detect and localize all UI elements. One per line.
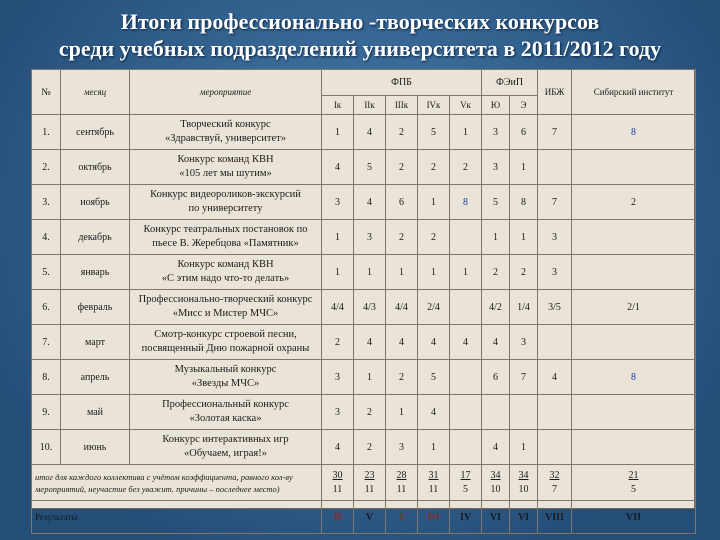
header-number: № — [32, 70, 61, 115]
total-cell — [418, 465, 450, 501]
score-cell: 3 — [538, 255, 572, 290]
total-bottom: 11 — [428, 483, 439, 495]
event-line: Конкурс видеороликов-экскурсий — [150, 189, 301, 200]
score-cell: 3 — [538, 220, 572, 255]
score-cell: 2 — [322, 325, 354, 360]
score-cell: 2 — [572, 185, 696, 220]
score-cell: 1 — [510, 430, 538, 465]
event-line: Конкурс интерактивных игр — [162, 434, 289, 445]
score-cell: 5 — [418, 360, 450, 395]
score-cell: 2 — [482, 255, 510, 290]
total-bottom: 7 — [552, 483, 558, 495]
score-cell — [572, 325, 696, 360]
total-cell — [386, 465, 418, 501]
header-siberian: Сибирский институт — [572, 70, 696, 115]
row-number: 8. — [32, 360, 61, 395]
total-cell — [538, 465, 572, 501]
score-cell: 3/5 — [538, 290, 572, 325]
score-cell: 3 — [354, 220, 386, 255]
table-row — [32, 150, 696, 185]
score-cell: 2 — [386, 220, 418, 255]
row-event — [130, 115, 322, 150]
score-cell: 4 — [418, 325, 450, 360]
score-cell: 4 — [354, 185, 386, 220]
slide-title — [0, 8, 720, 62]
score-cell: 1 — [450, 115, 482, 150]
score-cell: 1 — [510, 150, 538, 185]
header-feip: ФЭиП — [482, 70, 538, 96]
row-number: 9. — [32, 395, 61, 430]
results-label: Результаты — [32, 501, 322, 534]
score-cell: 4 — [386, 325, 418, 360]
total-cell — [482, 465, 510, 501]
score-cell: 3 — [482, 150, 510, 185]
score-cell: 1 — [418, 255, 450, 290]
score-cell: 4/2 — [482, 290, 510, 325]
score-cell: 1 — [510, 220, 538, 255]
score-cell: 4 — [354, 325, 386, 360]
score-cell: 8 — [572, 115, 696, 150]
row-number: 3. — [32, 185, 61, 220]
row-month: декабрь — [61, 220, 130, 255]
score-cell: 3 — [510, 325, 538, 360]
header-col: IIIк — [386, 96, 418, 115]
row-month: февраль — [61, 290, 130, 325]
score-cell: 2 — [354, 430, 386, 465]
score-cell: 2 — [450, 150, 482, 185]
score-cell: 4 — [418, 395, 450, 430]
event-line: Смотр-конкурс строевой песни, — [154, 329, 297, 340]
score-cell: 6 — [386, 185, 418, 220]
row-number: 2. — [32, 150, 61, 185]
score-cell — [538, 325, 572, 360]
table-row — [32, 185, 696, 220]
score-cell: 2/4 — [418, 290, 450, 325]
score-cell: 4 — [482, 325, 510, 360]
total-top: 30 — [332, 469, 343, 481]
results-row — [32, 501, 696, 534]
score-cell: 7 — [538, 185, 572, 220]
score-cell — [450, 290, 482, 325]
row-event — [130, 395, 322, 430]
title-line-2: среди учебных подразделений университета в 2011/2012 году — [58, 36, 662, 61]
score-cell: 1 — [418, 185, 450, 220]
score-cell: 2 — [386, 150, 418, 185]
score-cell: 4 — [354, 115, 386, 150]
row-event — [130, 360, 322, 395]
row-month: октябрь — [61, 150, 130, 185]
result-cell: VI — [510, 501, 538, 534]
result-cell: II — [322, 501, 354, 534]
event-line: «Мисс и Мистер МЧС» — [172, 308, 279, 319]
total-cell — [322, 465, 354, 501]
header-ibzh: ИБЖ — [538, 70, 572, 115]
score-cell — [538, 430, 572, 465]
header-col: Ю — [482, 96, 510, 115]
total-top: 23 — [364, 469, 375, 481]
header-col: IIк — [354, 96, 386, 115]
score-cell: 4/4 — [322, 290, 354, 325]
score-cell: 7 — [538, 115, 572, 150]
total-top: 17 — [460, 469, 471, 481]
score-cell — [450, 360, 482, 395]
event-line: по университету — [188, 203, 263, 214]
row-number: 4. — [32, 220, 61, 255]
score-cell: 3 — [322, 360, 354, 395]
score-cell — [572, 150, 696, 185]
title-line-1: Итоги профессионально -творческих конкурсов — [120, 9, 600, 34]
score-cell: 1 — [482, 220, 510, 255]
score-cell: 4 — [322, 430, 354, 465]
results-table — [31, 69, 696, 534]
score-cell: 7 — [510, 360, 538, 395]
result-cell: VII — [572, 501, 696, 534]
header-month: месяц — [61, 70, 130, 115]
total-bottom: 11 — [364, 483, 375, 495]
score-cell: 1 — [450, 255, 482, 290]
score-cell — [450, 430, 482, 465]
score-cell: 4 — [322, 150, 354, 185]
score-cell: 2/1 — [572, 290, 696, 325]
total-cell — [510, 465, 538, 501]
event-line: Конкурс театральных постановок по — [143, 224, 308, 235]
score-cell: 1/4 — [510, 290, 538, 325]
total-bottom: 5 — [463, 483, 468, 495]
row-month: ноябрь — [61, 185, 130, 220]
header-col: Iк — [322, 96, 354, 115]
score-cell: 5 — [418, 115, 450, 150]
score-cell — [450, 220, 482, 255]
row-month: июнь — [61, 430, 130, 465]
result-cell: I — [386, 501, 418, 534]
score-cell: 8 — [450, 185, 482, 220]
score-cell: 6 — [510, 115, 538, 150]
event-line: Конкурс команд КВН — [177, 154, 274, 165]
score-cell: 3 — [482, 115, 510, 150]
score-cell: 1 — [322, 115, 354, 150]
table-row — [32, 395, 696, 430]
event-line: посвященный Дню пожарной охраны — [141, 343, 310, 354]
score-cell: 2 — [510, 255, 538, 290]
score-cell: 8 — [572, 360, 696, 395]
score-cell: 4 — [450, 325, 482, 360]
total-cell — [450, 465, 482, 501]
event-line: пьесе В. Жеребцова «Памятник» — [152, 238, 299, 249]
table-row — [32, 290, 696, 325]
score-cell: 1 — [322, 220, 354, 255]
total-bottom: 10 — [490, 483, 501, 495]
score-cell — [538, 395, 572, 430]
event-line: Конкурс команд КВН — [177, 259, 274, 270]
row-event — [130, 290, 322, 325]
event-line: «Здравствуй, университет» — [164, 133, 287, 144]
score-cell: 2 — [354, 395, 386, 430]
score-cell: 1 — [322, 255, 354, 290]
row-event — [130, 150, 322, 185]
row-number: 10. — [32, 430, 61, 465]
total-bottom: 10 — [518, 483, 529, 495]
score-cell: 5 — [354, 150, 386, 185]
table-row — [32, 430, 696, 465]
header-fpb: ФПБ — [322, 70, 482, 96]
row-event — [130, 220, 322, 255]
score-cell: 8 — [510, 185, 538, 220]
result-cell: VIII — [538, 501, 572, 534]
result-cell: V — [354, 501, 386, 534]
total-top: 34 — [518, 469, 529, 481]
score-cell: 3 — [322, 185, 354, 220]
event-line: Музыкальный конкурс — [174, 364, 277, 375]
score-cell: 2 — [418, 150, 450, 185]
score-cell — [572, 430, 696, 465]
score-cell: 2 — [418, 220, 450, 255]
total-bottom: 5 — [631, 483, 637, 495]
event-line: «105 лет мы шутим» — [179, 168, 272, 179]
score-cell — [482, 395, 510, 430]
totals-note: итог для каждого коллектива с учётом коэффициента, равного кол-ву мероприятий, неучастие без уважит. причины – последнее место) — [32, 465, 322, 501]
row-number: 5. — [32, 255, 61, 290]
row-month: апрель — [61, 360, 130, 395]
total-cell — [354, 465, 386, 501]
score-cell: 4 — [538, 360, 572, 395]
row-number: 1. — [32, 115, 61, 150]
score-cell: 2 — [386, 360, 418, 395]
event-line: Профессионально-творческий конкурс — [138, 294, 313, 305]
score-cell: 1 — [386, 255, 418, 290]
score-cell — [510, 395, 538, 430]
total-top: 34 — [490, 469, 501, 481]
header-col: Э — [510, 96, 538, 115]
score-cell — [538, 150, 572, 185]
event-line: Творческий конкурс — [180, 119, 271, 130]
score-cell — [450, 395, 482, 430]
row-event — [130, 185, 322, 220]
event-line: «Золотая каска» — [189, 413, 262, 424]
score-cell — [572, 395, 696, 430]
table-row — [32, 325, 696, 360]
totals-row — [32, 465, 696, 501]
row-month: март — [61, 325, 130, 360]
event-line: «Звезды МЧС» — [191, 378, 260, 389]
result-cell: VI — [482, 501, 510, 534]
score-cell: 1 — [418, 430, 450, 465]
score-cell — [572, 255, 696, 290]
score-cell — [572, 220, 696, 255]
total-cell — [572, 465, 696, 501]
total-bottom: 11 — [332, 483, 343, 495]
row-number: 7. — [32, 325, 61, 360]
total-top: 31 — [428, 469, 439, 481]
header-col: IVк — [418, 96, 450, 115]
header-col: Vк — [450, 96, 482, 115]
event-line: «Обучаем, играя!» — [184, 448, 267, 459]
score-cell: 4/4 — [386, 290, 418, 325]
event-line: Профессиональный конкурс — [162, 399, 289, 410]
row-event — [130, 255, 322, 290]
row-month: май — [61, 395, 130, 430]
score-cell: 3 — [386, 430, 418, 465]
row-month: январь — [61, 255, 130, 290]
score-cell: 1 — [354, 360, 386, 395]
total-bottom: 11 — [396, 483, 407, 495]
total-top: 21 — [628, 469, 639, 481]
score-cell: 1 — [354, 255, 386, 290]
table-row — [32, 255, 696, 290]
table-row — [32, 115, 696, 150]
score-cell: 1 — [386, 395, 418, 430]
result-cell: III — [418, 501, 450, 534]
header-row-1 — [32, 70, 696, 96]
row-month: сентябрь — [61, 115, 130, 150]
total-top: 32 — [549, 469, 560, 481]
row-event — [130, 430, 322, 465]
score-cell: 4 — [482, 430, 510, 465]
result-cell: IV — [450, 501, 482, 534]
row-number: 6. — [32, 290, 61, 325]
score-cell: 2 — [386, 115, 418, 150]
score-cell: 6 — [482, 360, 510, 395]
score-cell: 4/3 — [354, 290, 386, 325]
total-top: 28 — [396, 469, 407, 481]
table-row — [32, 360, 696, 395]
header-event: мероприятие — [130, 70, 322, 115]
table-row — [32, 220, 696, 255]
row-event — [130, 325, 322, 360]
score-cell: 3 — [322, 395, 354, 430]
score-cell: 5 — [482, 185, 510, 220]
event-line: «С этим надо что-то делать» — [161, 273, 290, 284]
